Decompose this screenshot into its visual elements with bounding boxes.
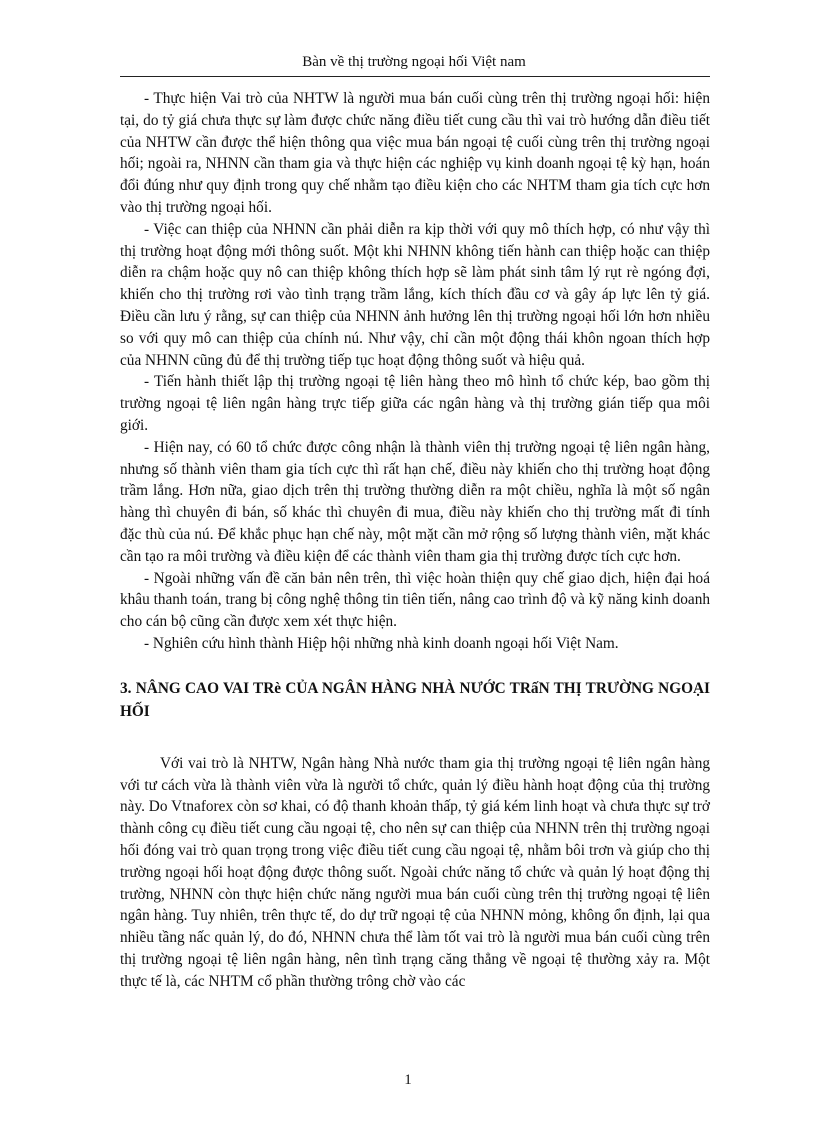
section-heading: 3. NÂNG CAO VAI TRè CỦA NGÂN HÀNG NHÀ NƯỚC TRấN THỊ TRƯỜNG NGOẠI HỐI — [120, 679, 710, 720]
section-intro-paragraph: Với vai trò là NHTW, Ngân hàng Nhà nước tham gia thị trường ngoại tệ liên ngân hàng với tư cách vừa là thành viên vừa là người tổ chức, quản lý điều hành hoạt động của thị trường này. Do Vtnaforex còn sơ khai, có độ thanh khoản thấp, tỷ giá kém linh hoạt và chưa thực sự trở thành công cụ điều tiết cung cầu ngoại tệ, cho nên sự can thiệp của NHNN trên thị trường ngoại hối đóng vai trò quan trọng trong việc điều tiết cung cầu ngoại tệ, nhằm bôi trơn và giúp cho thị trường ngoại hối hoạt động được thông suốt. Ngoài chức năng tổ chức và quản lý hoạt động thị trường, NHNN còn thực hiện chức năng người mua bán cuối cùng trên thị trường ngoại tệ liên ngân hàng. Tuy nhiên, trên thực tế, do dự trữ ngoại tệ của NHNN mỏng, không ổn định, lại qua nhiều tầng nấc quản lý, do đó, NHNN chưa thể làm tốt vai trò là người mua bán cuối cùng trên thị trường ngoại tệ liên ngân hàng, nên tình trạng căng thẳng về ngoại tệ thường xảy ra. Một thực tế là, các NHTM cổ phần thường trông chờ vào các — [120, 754, 710, 990]
running-header: Bàn về thị trường ngoại hối Việt nam — [302, 54, 526, 70]
paragraph-regulations: - Ngoài những vấn đề căn bản nên trên, thì việc hoàn thiện quy chế giao dịch, hiện đại hoá khâu thanh toán, trang bị công nghệ thông tin tiên tiến, nâng cao trình độ và kỹ năng kinh doanh cho cán bộ cũng cần được xem xét thực hiện. — [120, 569, 710, 631]
paragraph-members: - Hiện nay, có 60 tổ chức được công nhận là thành viên thị trường ngoại tệ liên ngân hàng, nhưng số thành viên tham gia tích cực thì rất hạn chế, điều này khiến cho thị trường hoạt động trầm lắng. Hơn nữa, giao dịch trên thị trường thường diễn ra một chiều, nghĩa là một số ngân hàng thì chuyên đi bán, số khác thì chuyên đi mua, điều này khiến cho thị trường mất đi tính đặc thù của nú. Để khắc phục hạn chế này, một mặt cần mở rộng số lượng thành viên, mặt khác cần tạo ra môi trường và điều kiện để các thành viên tham gia thị trường được tích cực hơn. — [120, 438, 710, 565]
page-number: 1 — [404, 1072, 412, 1088]
paragraph-association: - Nghiên cứu hình thành Hiệp hội những nhà kinh doanh ngoại hối Việt Nam. — [144, 634, 619, 652]
header-rule — [120, 76, 710, 77]
document-body — [120, 88, 710, 992]
paragraph-intervention: - Việc can thiệp của NHNN cần phải diễn ra kịp thời với quy mô thích hợp, có như vậy thì thị trường hoạt động mới thông suốt. Một khi NHNN không tiến hành can thiệp hoặc can thiệp diễn ra chậm hoặc quy nô can thiệp không thích hợp sẽ làm phát sinh tâm lý rụt rè ngóng đợi, khiến cho thị trường rơi vào tình trạng trầm lắng, kích thích đầu cơ và gây áp lực lên tỷ giá. Điều cần lưu ý rằng, sự can thiệp của NHNN ảnh hưởng lên thị trường ngoại hối lớn hơn nhiều so với quy mô can thiệp của chính nú. Như vậy, chỉ cần một động thái khôn ngoan thích hợp của NHNN cũng đủ để thị trường tiếp tục hoạt động thông suốt và hiệu quả. — [120, 220, 710, 369]
paragraph-ncb-role: - Thực hiện Vai trò của NHTW là người mua bán cuối cùng trên thị trường ngoại hối: hiện tại, do tỷ giá chưa thực sự làm được chức năng điều tiết cung cầu thì vai trò hướng dẫn điều tiết của NHTW cần được thể hiện thông qua việc mua bán ngoại tệ cuối cùng trên thị trường ngoại hối; ngoài ra, NHNN cần tham gia và thực hiện các nghiệp vụ kinh doanh ngoại tệ kỳ hạn, hoán đổi đúng như quy định trong quy chế nhằm tạo điều kiện cho các NHTM tham gia tích cực hơn vào thị trường ngoại hối. — [120, 90, 710, 216]
paragraph-dual-model: - Tiến hành thiết lập thị trường ngoại tệ liên hàng theo mô hình tổ chức kép, bao gồm thị trường ngoại tệ liên ngân hàng trực tiếp giữa các ngân hàng và thị trường gián tiếp qua môi giới. — [120, 373, 710, 434]
